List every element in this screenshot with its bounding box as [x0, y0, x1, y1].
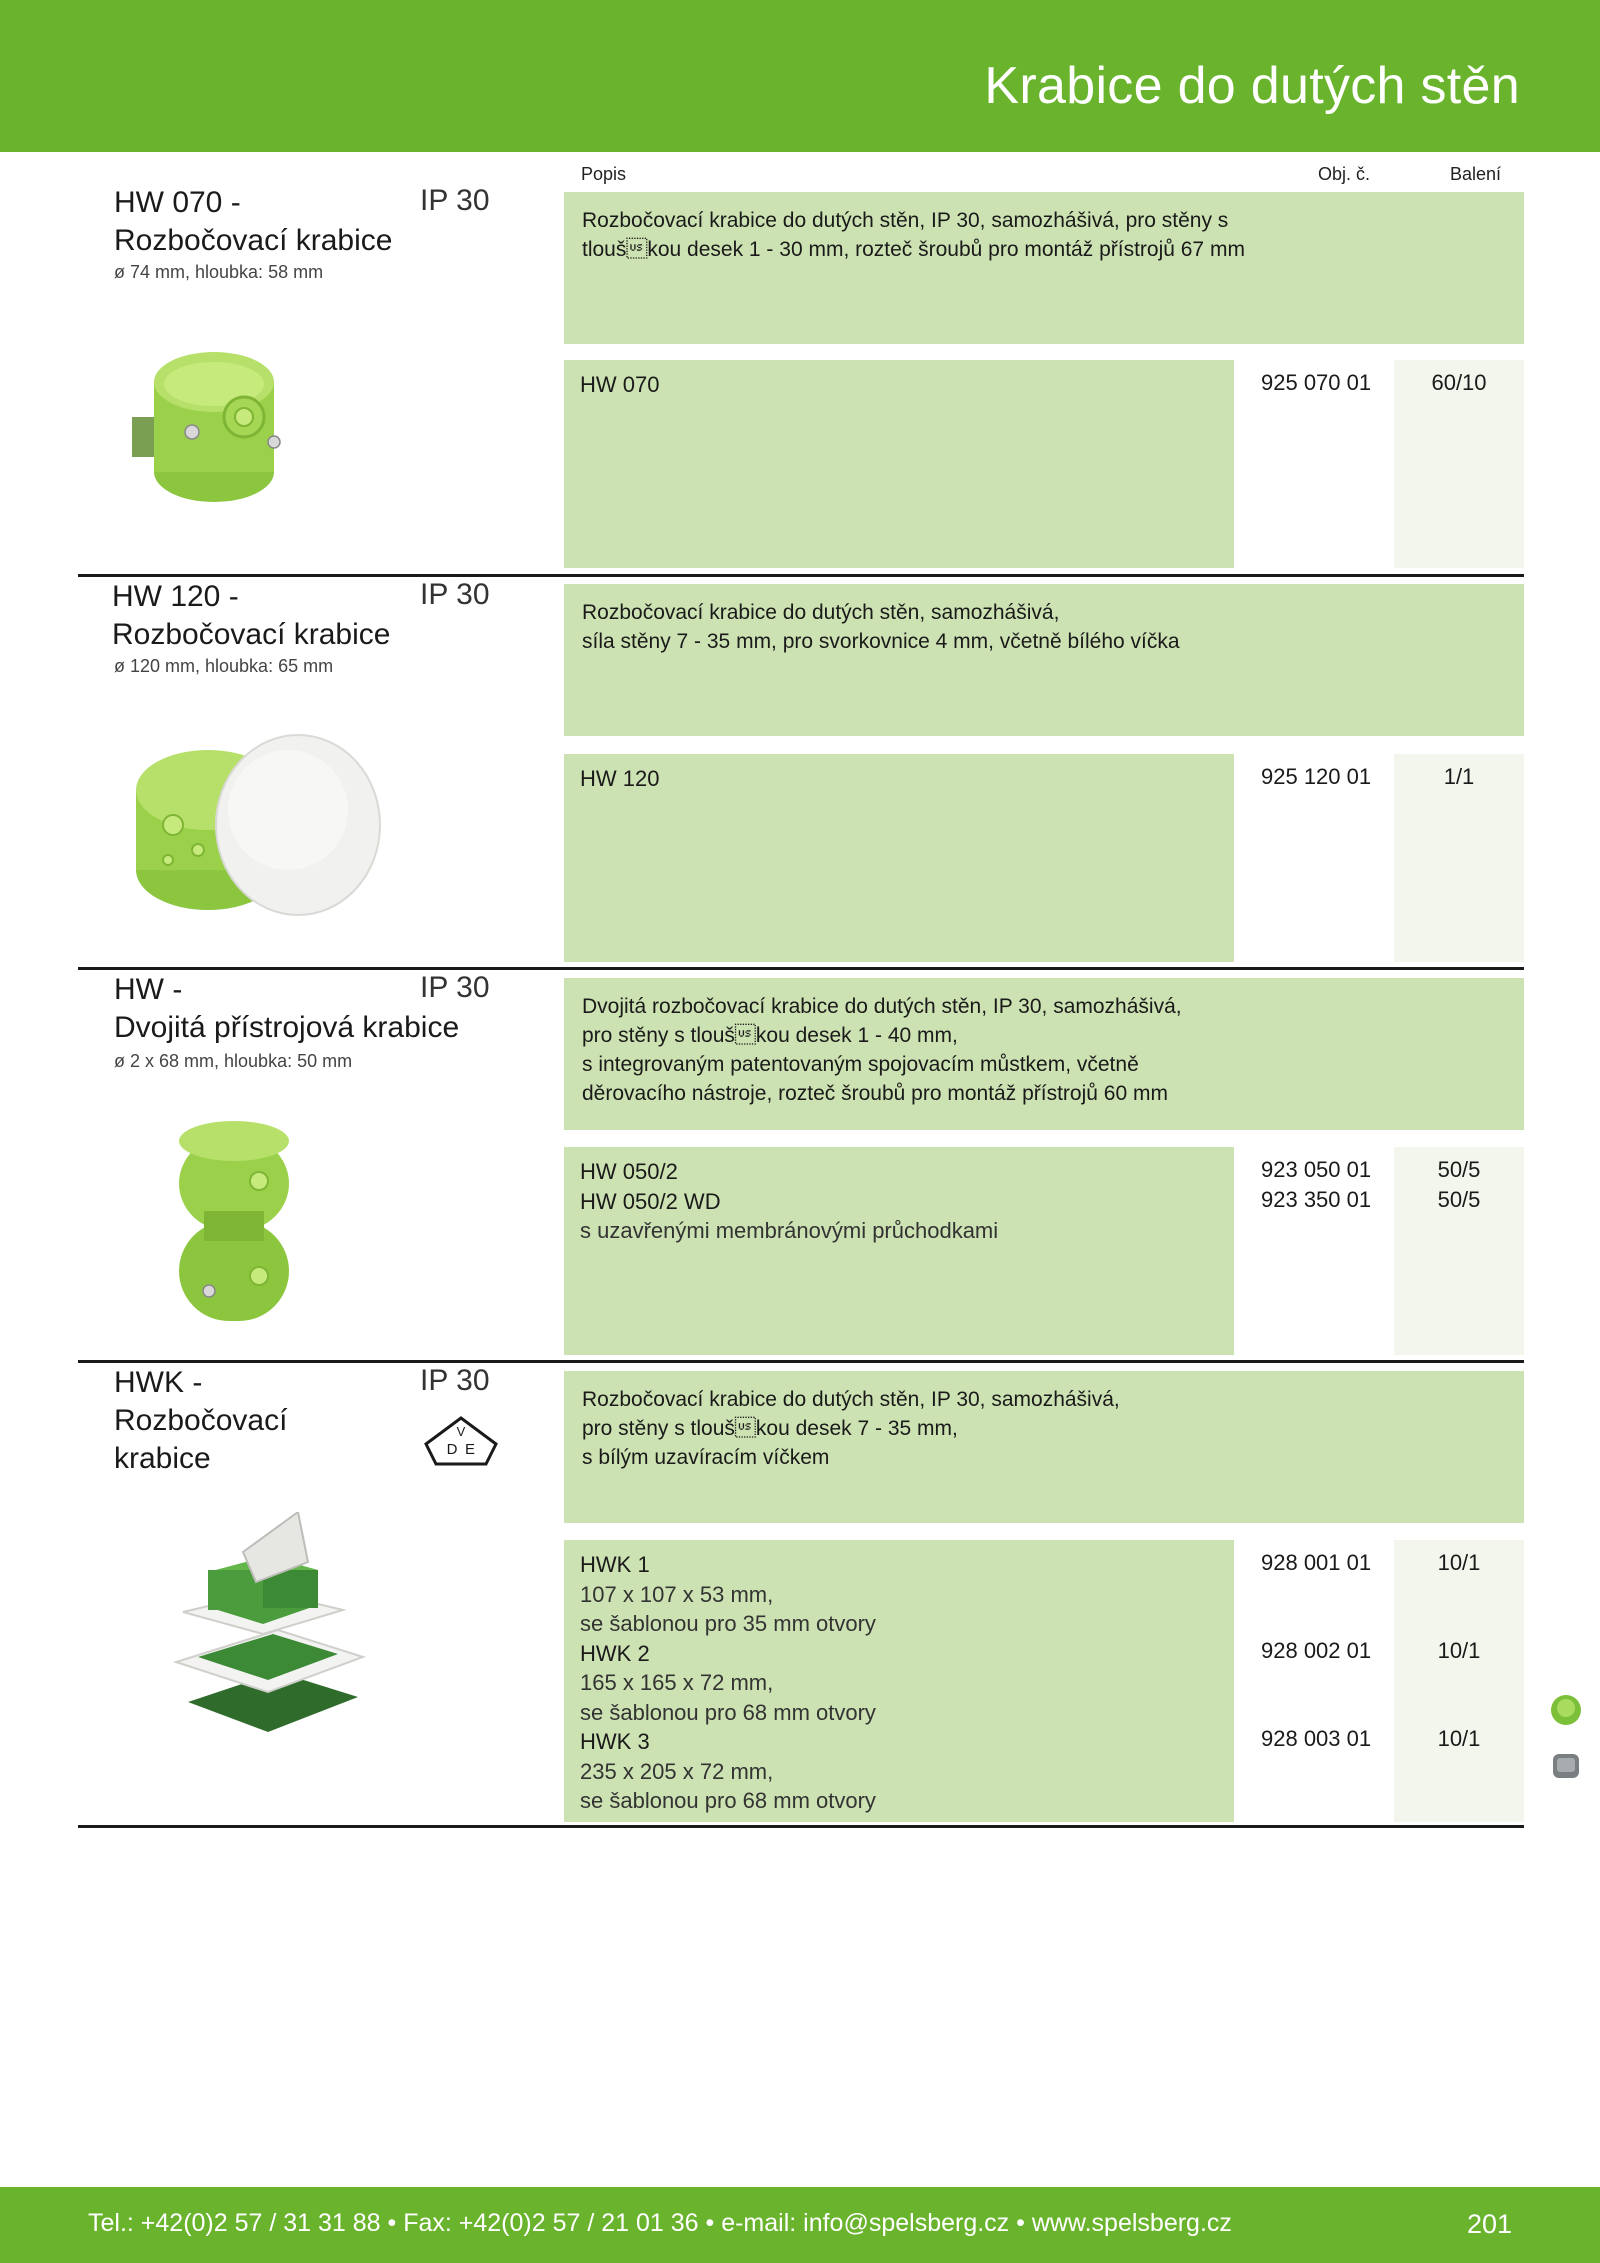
description-line: Rozbočovací krabice do dutých stěn, IP 30, samozhášivá, pro stěny s — [582, 209, 1229, 232]
vde-certification-icon — [420, 1414, 502, 1470]
footer-contact: Tel.: +42(0)2 57 / 31 31 88 • Fax: +42(0)2 57 / 21 01 36 • e-mail: info@spelsberg.cz • www.spelsberg.cz — [88, 2209, 1232, 2237]
product-image-hwk — [168, 1512, 368, 1738]
item-code: HWK 3 — [580, 1729, 650, 1754]
ip-rating: IP 30 — [420, 578, 490, 611]
description-line: s integrovaným patentovaným spojovacím můstkem, včetně — [582, 1053, 1139, 1076]
category-thumbnail-icon — [1548, 1692, 1584, 1728]
product-image-hw120 — [128, 730, 388, 920]
footer-bar — [0, 2187, 1600, 2263]
description-box — [564, 1371, 1524, 1523]
item-code: HW 050/2 — [580, 1159, 678, 1184]
header-bar — [0, 0, 1600, 152]
product-name — [112, 578, 390, 654]
section-divider — [78, 1360, 1524, 1363]
description-line: Rozbočovací krabice do dutých stěn, IP 30, samozhášivá, — [582, 1388, 1120, 1411]
product-image-hw-double — [164, 1111, 304, 1347]
pack-value: 1/1 — [1443, 764, 1475, 789]
pack-column — [1394, 360, 1524, 568]
product-name-line: HW 070 - — [114, 186, 241, 219]
product-dimensions: ø 120 mm, hloubka: 65 mm — [114, 656, 334, 676]
pack-value: 50/5 — [1437, 1187, 1481, 1212]
product-name-line: HW - — [114, 973, 183, 1006]
description-line: s bílým uzavíracím víčkem — [582, 1446, 830, 1469]
product-name — [114, 184, 392, 260]
order-number: 925 070 01 — [1261, 370, 1372, 395]
svg-text:V: V — [456, 1424, 466, 1439]
description-box — [564, 584, 1524, 736]
page-title: Krabice do dutých stěn — [984, 57, 1520, 115]
items-box — [564, 754, 1234, 962]
item-note: 235 x 205 x 72 mm, — [580, 1758, 774, 1784]
item-note: 165 x 165 x 72 mm, — [580, 1670, 774, 1695]
item-note: s uzavřenými membránovými průchodkami — [580, 1218, 999, 1243]
product-name-line: Rozbočovací krabice — [112, 618, 391, 651]
item-note: 107 x 107 x 53 mm, — [580, 1581, 774, 1607]
section-divider — [78, 574, 1524, 577]
pack-column — [1394, 1540, 1524, 1822]
description-line: pro stěny s tlouš kou desek 7 - 35 mm, — [582, 1417, 958, 1440]
ip-rating: IP 30 — [420, 971, 490, 1004]
product-section-hwk — [78, 1364, 1524, 1826]
pack-value: 10/1 — [1437, 1550, 1481, 1575]
product-dimensions: ø 74 mm, hloubka: 58 mm — [114, 262, 324, 282]
page-number: 201 — [1466, 2209, 1512, 2239]
order-number: 928 003 01 — [1261, 1726, 1372, 1751]
section-divider — [78, 1825, 1524, 1828]
item-code: HW 050/2 WD — [580, 1188, 721, 1214]
svg-text:E: E — [464, 1441, 476, 1458]
product-image-hw070 — [114, 322, 304, 512]
ip-rating: IP 30 — [420, 184, 490, 217]
description-line: Rozbočovací krabice do dutých stěn, samozhášivá, — [582, 601, 1060, 624]
item-code: HWK 2 — [580, 1640, 650, 1666]
category-thumbnail-icon — [1548, 1748, 1584, 1784]
description-box — [564, 192, 1524, 344]
description-line: Dvojitá rozbočovací krabice do dutých stěn, IP 30, samozhášivá, — [582, 995, 1182, 1018]
item-code: HW 070 — [580, 372, 660, 397]
column-desc: Popis — [581, 164, 627, 184]
description-line: děrovacího nástroje, rozteč šroubů pro montáž přístrojů 60 mm — [582, 1082, 1168, 1105]
product-name — [114, 971, 459, 1047]
description-box — [564, 978, 1524, 1130]
product-section-hw-double — [78, 971, 1524, 1361]
pack-value: 10/1 — [1437, 1726, 1481, 1751]
product-name-line: HWK - — [114, 1366, 203, 1399]
product-section-hw070 — [78, 184, 1524, 576]
pack-value: 60/10 — [1431, 370, 1487, 395]
items-box — [564, 1540, 1234, 1822]
item-code: HWK 1 — [580, 1552, 650, 1577]
order-number: 928 001 01 — [1261, 1550, 1372, 1575]
item-note: se šablonou pro 68 mm otvory — [580, 1788, 876, 1813]
item-code: HW 120 — [580, 766, 660, 791]
product-section-hw120 — [78, 578, 1524, 968]
order-number: 928 002 01 — [1261, 1638, 1372, 1663]
items-box — [564, 360, 1234, 568]
description-line: síla stěny 7 - 35 mm, pro svorkovnice 4 mm, včetně bílého víčka — [582, 630, 1180, 653]
product-name-line: Dvojitá přístrojová krabice — [114, 1011, 460, 1044]
product-name-line: HW 120 - — [112, 580, 239, 613]
pack-value: 50/5 — [1437, 1157, 1481, 1182]
pack-column — [1394, 1147, 1524, 1355]
description-line: pro stěny s tlouš kou desek 1 - 40 mm, — [582, 1024, 958, 1047]
section-divider — [78, 967, 1524, 970]
product-name-line: Rozbočovací krabice — [114, 224, 393, 257]
pack-value: 10/1 — [1437, 1638, 1481, 1663]
order-number: 925 120 01 — [1261, 764, 1372, 789]
column-pack: Balení — [1450, 164, 1502, 184]
items-box — [564, 1147, 1234, 1355]
product-name-line: krabice — [114, 1442, 211, 1475]
item-note: se šablonou pro 68 mm otvory — [580, 1699, 876, 1725]
order-number: 923 050 01 — [1261, 1157, 1372, 1182]
item-note: se šablonou pro 35 mm otvory — [580, 1611, 876, 1636]
product-name — [114, 1364, 287, 1478]
svg-text:D: D — [446, 1441, 458, 1458]
pack-column — [1394, 754, 1524, 962]
product-dimensions: ø 2 x 68 mm, hloubka: 50 mm — [114, 1051, 353, 1071]
ip-rating: IP 30 — [420, 1364, 490, 1397]
description-line: tlouš kou desek 1 - 30 mm, rozteč šroubů pro montáž přístrojů 67 mm — [582, 238, 1245, 261]
order-number: 923 350 01 — [1261, 1187, 1372, 1212]
product-name-line: Rozbočovací — [114, 1404, 288, 1437]
column-order: Obj. č. — [1318, 164, 1371, 184]
